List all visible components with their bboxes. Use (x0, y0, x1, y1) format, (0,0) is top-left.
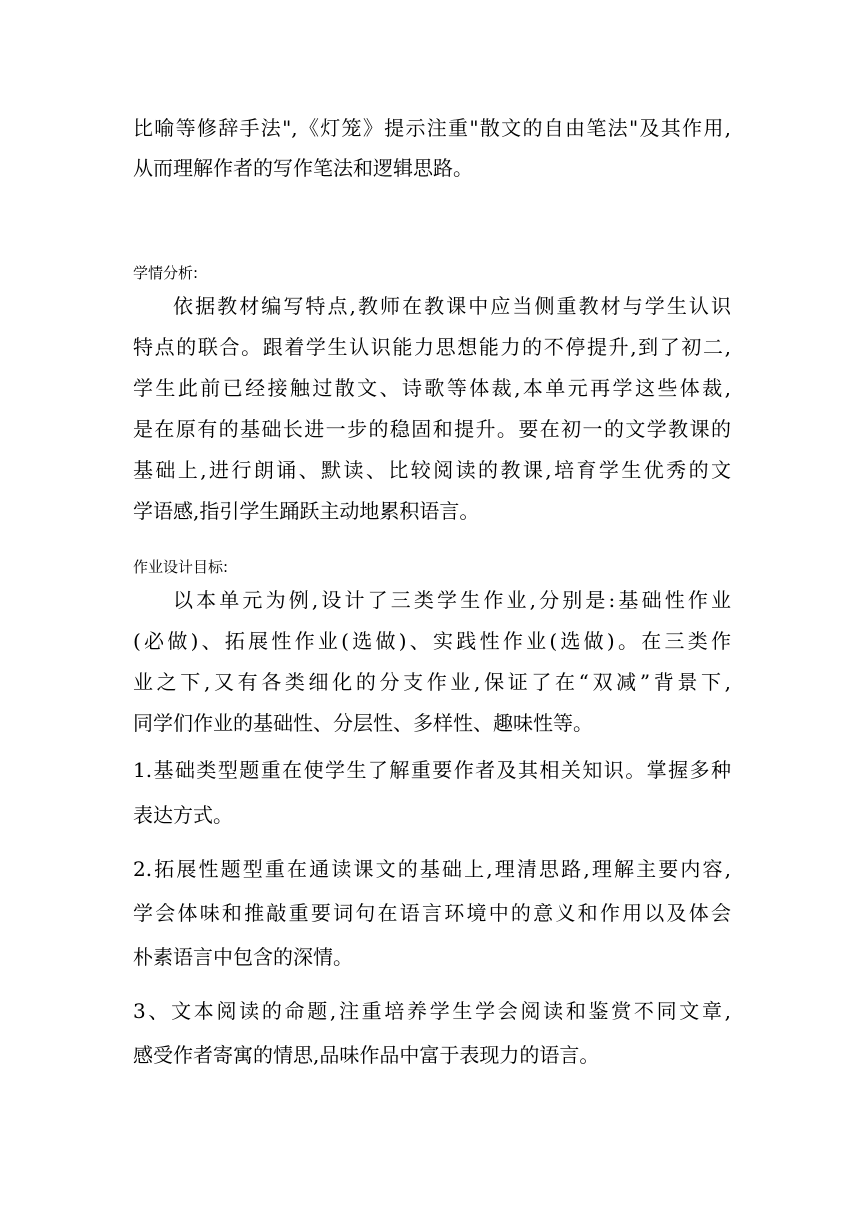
goals-line-1: 以本单元为例,设计了三类学生作业,分别是:基础性作业 (173, 588, 731, 612)
analysis-heading: 学情分析: (133, 264, 199, 282)
goals-line-4: 同学们作业的基础性、分层性、多样性、趣味性等。 (133, 711, 593, 735)
analysis-line-3: 学生此前已经接触过散文、诗歌等体裁,本单元再学这些体裁, (133, 376, 731, 400)
goal-point-2-line-2: 学会体味和推敲重要词句在语言环境中的意义和作用以及体会 (133, 901, 731, 925)
goal-point-3-line-1: 3、文本阅读的命题,注重培养学生学会阅读和鉴赏不同文章, (133, 999, 731, 1023)
goal-point-2-line-3: 朴素语言中包含的深情。 (133, 945, 353, 969)
intro-line-1: 比喻等修辞手法",《灯笼》提示注重"散文的自由笔法"及其作用, (133, 116, 731, 140)
goals-heading: 作业设计目标: (133, 558, 229, 576)
goals-line-3: 业之下,又有各类细化的分支作业,保证了在“双减”背景下, (133, 670, 731, 694)
analysis-line-2: 特点的联合。跟着学生认识能力思想能力的不停提升,到了初二, (133, 335, 731, 359)
goal-point-1-line-1: 1.基础类型题重在使学生了解重要作者及其相关知识。掌握多种 (133, 758, 731, 782)
intro-line-2: 从而理解作者的写作笔法和逻辑思路。 (133, 156, 473, 180)
goal-point-2-line-1: 2.拓展性题型重在通读课文的基础上,理清思路,理解主要内容, (133, 857, 731, 881)
goal-point-1-line-2: 表达方式。 (133, 803, 233, 827)
goal-point-3-line-2: 感受作者寄寓的情思,品味作品中富于表现力的语言。 (133, 1043, 600, 1067)
goals-line-2: (必做)、拓展性作业(选做)、实践性作业(选做)。在三类作 (133, 629, 731, 653)
analysis-line-5: 基础上,进行朗诵、默读、比较阅读的教课,培育学生优秀的文 (133, 458, 731, 482)
analysis-line-1: 依据教材编写特点,教师在教课中应当侧重教材与学生认识 (173, 294, 731, 318)
analysis-line-6: 学语感,指引学生踊跃主动地累积语言。 (133, 499, 480, 523)
analysis-line-4: 是在原有的基础长进一步的稳固和提升。要在初一的文学教课的 (133, 417, 731, 441)
